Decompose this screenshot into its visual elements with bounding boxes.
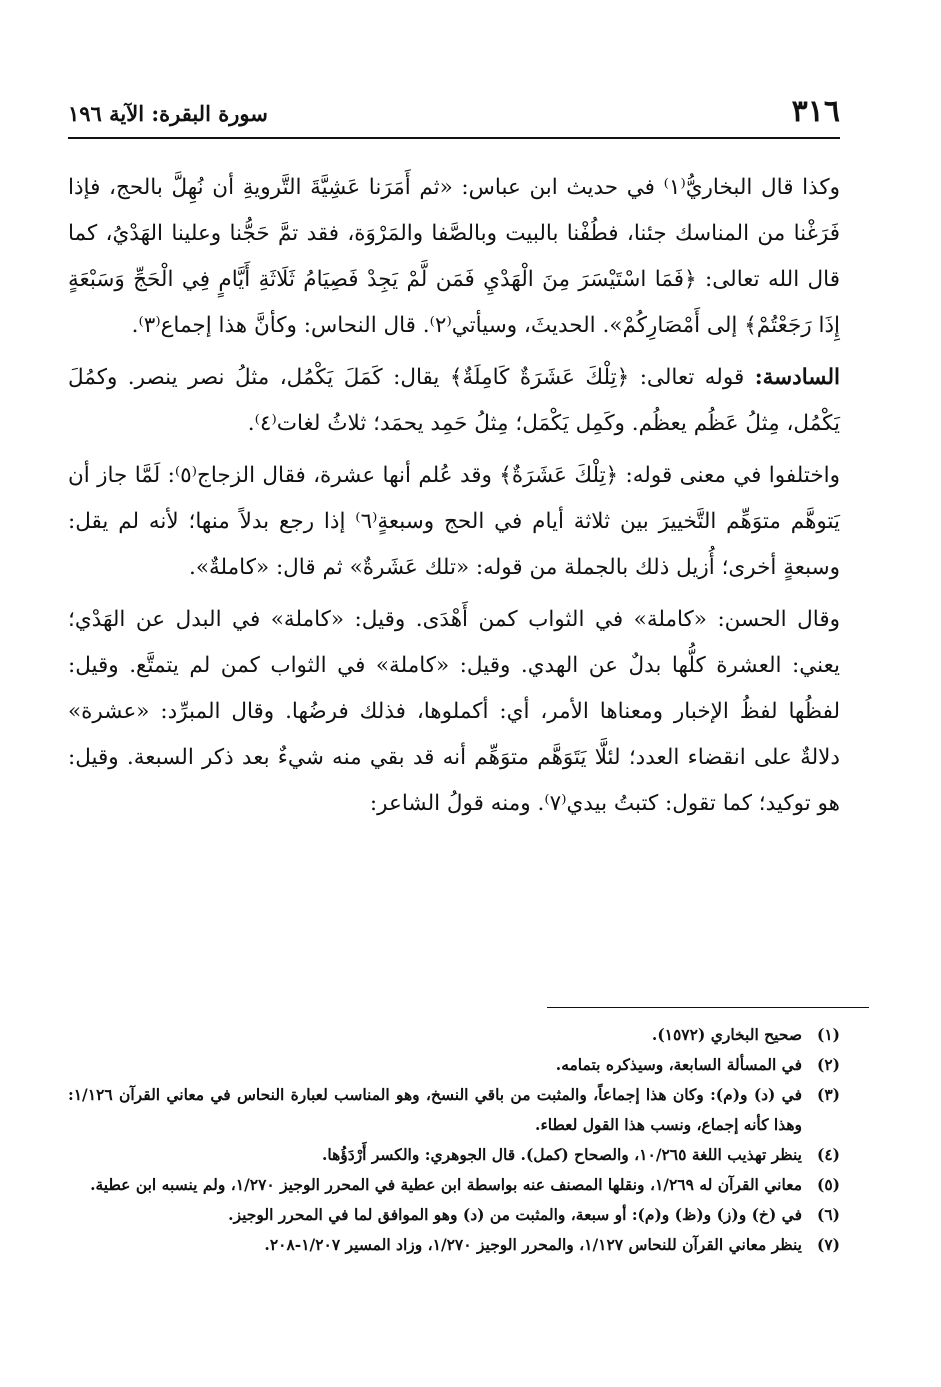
footnote <box>68 1200 840 1230</box>
footnote-number: (٣) <box>816 1085 840 1104</box>
footnote-text: في (خ) و(ز) و(ظ) و(م): أو سبعة، والمثبت من (د) وهو الموافق لما في المحرر الوجيز. <box>228 1205 802 1224</box>
page-number: ٣١٦ <box>791 94 840 129</box>
footnote-text: صحيح البخاري (١٥٧٢). <box>651 1025 802 1044</box>
paragraph-3: واختلفوا في معنى قوله: ﴿تِلْكَ عَشَرَةٌ﴾ وقد عُلم أنها عشرة، فقال الزجاج⁽٥⁾: لَمَّا جاز أن يَتوهَّم متوَهِّم التَّخييرَ بين ثلاثة أيام في الحج وسبعةٍ⁽٦⁾ إذا رجع بدلاً منها؛ لأنه لم يقل: وسبعةٍ أخرى؛ أُزيل ذلك بالجملة من قوله: «تلك عَشَرةٌ» ثم قال: «كاملةٌ». <box>68 463 841 580</box>
footnote <box>68 1050 840 1080</box>
footnote <box>68 1080 840 1140</box>
footnote <box>68 1140 840 1170</box>
paragraph-1: وكذا قال البخاريُّ⁽١⁾ في حديث ابن عباس: «ثم أَمَرَنا عَشِيَّةَ التَّرويةِ أن نُهِلَّ بالحج، فإذا فَرَغْنا من المناسك جئنا، فطُفْنا بالبيت وبالصَّفا والمَرْوَة، فقد تمَّ حَجُّنا وعلينا الهَدْيُ، كما قال الله تعالى: ﴿فَمَا اسْتَيْسَرَ مِنَ الْهَدْيِ فَمَن لَّمْ يَجِدْ فَصِيَامُ ثَلَاثَةِ أَيَّامٍ فِي الْحَجِّ وَسَبْعَةٍ إِذَا رَجَعْتُمْ﴾ إلى أَمْصَارِكُمْ». الحديثَ، وسيأتي⁽٢⁾. قال النحاس: وكأنَّ هذا إجماع⁽٣⁾. <box>68 175 840 338</box>
footnote-number: (٧) <box>816 1235 840 1254</box>
page-header <box>68 88 840 132</box>
running-title: سورة البقرة: الآية ١٩٦ <box>68 101 268 126</box>
paragraph-4: وقال الحسن: «كاملة» في الثواب كمن أَهْدَى. وقيل: «كاملة» في البدل عن الهَدْي؛ يعني: العشرة كلُّها بدلٌ عن الهدي. وقيل: «كاملة» في الثواب كمن لم يتمتَّع. وقيل: لفظُها لفظُ الإخبار ومعناها الأمر، أي: أكملوها، فذلك فرضُها. وقال المبرِّد: «عشرة» دلالةٌ على انقضاء العدد؛ لئلَّا يَتَوَهَّم متوَهِّم أنه قد بقي منه شيءٌ بعد ذكر السبعة. وقيل: هو توكيد؛ كما تقول: كتبتُ بيدي⁽٧⁾. ومنه قولُ الشاعر: <box>68 607 840 816</box>
footnotes <box>68 1020 840 1260</box>
footnote-number: (٤) <box>816 1145 840 1164</box>
footnote-text: ينظر تهذيب اللغة ١٠/٢٦٥، والصحاح (كمل). قال الجوهري: والكسر أَرْدَؤُها. <box>322 1145 802 1164</box>
paragraph-2-text: قوله تعالى: ﴿تِلْكَ عَشَرَةٌ كَامِلَةٌ﴾ يقال: كَمَلَ يَكْمُل، مثلُ نصر ينصر. وكمُلَ يَكْمُل، مِثلُ عَظُم يعظُم. وكَمِل يَكْمَل؛ مِثلُ حَمِد يحمَد؛ ثلاثُ لغات⁽٤⁾. <box>68 365 840 436</box>
paragraph-2-lead: السادسة: <box>754 365 840 390</box>
main-text <box>68 165 840 833</box>
footnote <box>68 1020 840 1050</box>
footnote <box>68 1170 840 1200</box>
footnote-rule <box>547 1007 869 1008</box>
footnote-number: (٦) <box>816 1205 840 1224</box>
footnote-number: (١) <box>816 1025 840 1044</box>
footnote-number: (٢) <box>816 1055 840 1074</box>
footnote-text: ينظر معاني القرآن للنحاس ١/١٢٧، والمحرر الوجيز ١/٢٧٠، وزاد المسير ١/٢٠٧-٢٠٨. <box>264 1235 802 1254</box>
footnote-text: في (د) و(م): وكان هذا إجماعاً، والمثبت من باقي النسخ، وهو المناسب لعبارة النحاس في معاني القرآن ١/١٢٦: وهذا كأنه إجماع، ونسب هذا القول لعطاء. <box>68 1085 802 1134</box>
header-rule <box>68 137 840 139</box>
footnote <box>68 1230 840 1260</box>
footnote-text: معاني القرآن له ١/٢٦٩، ونقلها المصنف عنه بواسطة ابن عطية في المحرر الوجيز ١/٢٧٠، ولم ينسبه ابن عطية. <box>90 1175 802 1194</box>
footnote-text: في المسألة السابعة، وسيذكره بتمامه. <box>555 1055 802 1074</box>
paragraph-2 <box>68 355 840 447</box>
footnote-number: (٥) <box>816 1175 840 1194</box>
